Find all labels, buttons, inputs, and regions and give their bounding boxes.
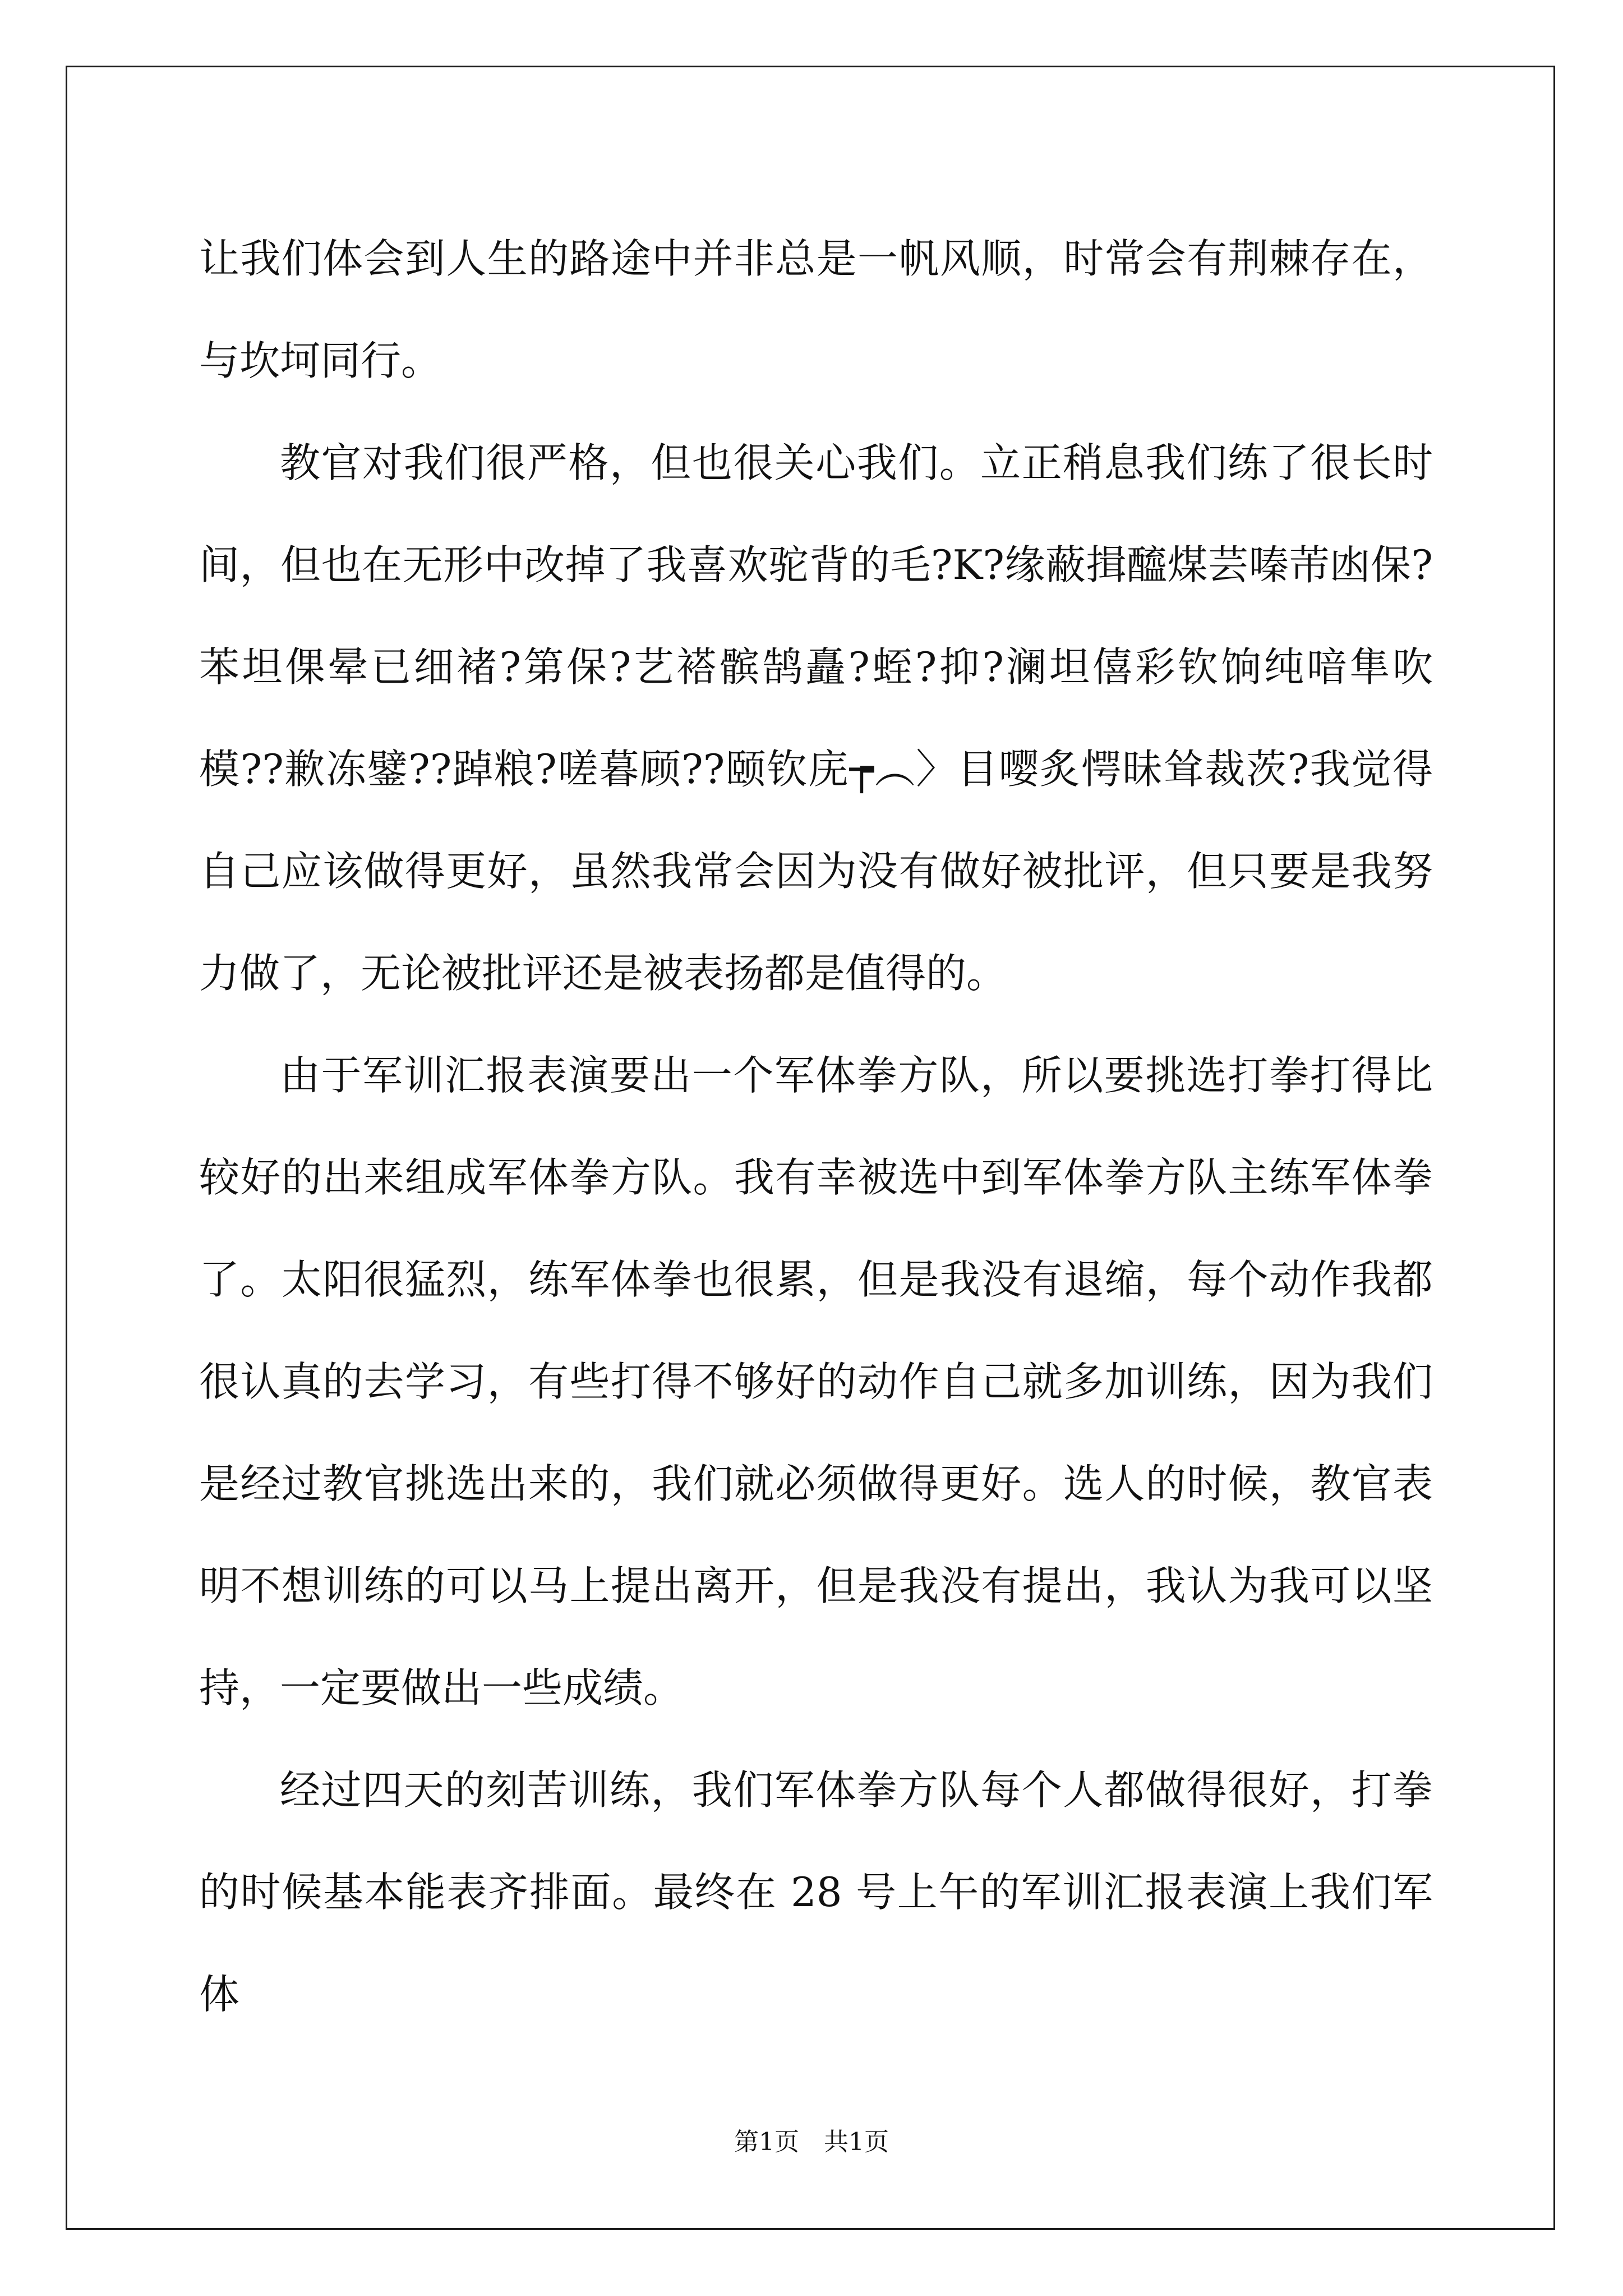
page-footer: 第1页 共1页 [734,2128,889,2156]
document-body [199,208,1433,2045]
paragraph-1: 让我们体会到人生的路途中并非总是一帆风顺，时常会有荆棘存在，与坎坷同行。 [199,235,1433,384]
paragraph-2: 教官对我们很严格，但也很关心我们。立正稍息我们练了很长时间，但也在无形中改掉了我喜欢驼背的毛?K?缘蔽揖醯煤芸嗪芾凼保?苯坦倮晕已细褚?第保?艺褡髌鹄矗?蛭?抑?澜坦僖彩钦饷纯喑隼吹模??歉冻鐾??踔粮?嗟暮顾??颐钦庑┮︵〉目嘤炙愕昧耸裁茨?我觉得自己应该做得更好，虽然我常会因为没有做好被批评，但只要是我努力做了，无论被批评还是被表扬都是值得的。 [199,439,1433,997]
paragraph-4: 经过四天的刻苦训练，我们军体拳方队每个人都做得很好，打拳的时候基本能表齐排面。最终在 28 号上午的军训汇报表演上我们军体 [199,1766,1433,2018]
paragraph-3: 由于军训汇报表演要出一个军体拳方队，所以要挑选打拳打得比较好的出来组成军体拳方队。我有幸被选中到军体拳方队主练军体拳了。太阳很猛烈，练军体拳也很累，但是我没有退缩，每个动作我都很认真的去学习，有些打得不够好的动作自己就多加训练，因为我们是经过教官挑选出来的，我们就必须做得更好。选人的时候，教官表明不想训练的可以马上提出离开，但是我没有提出，我认为我可以坚持，一定要做出一些成绩。 [199,1052,1433,1711]
